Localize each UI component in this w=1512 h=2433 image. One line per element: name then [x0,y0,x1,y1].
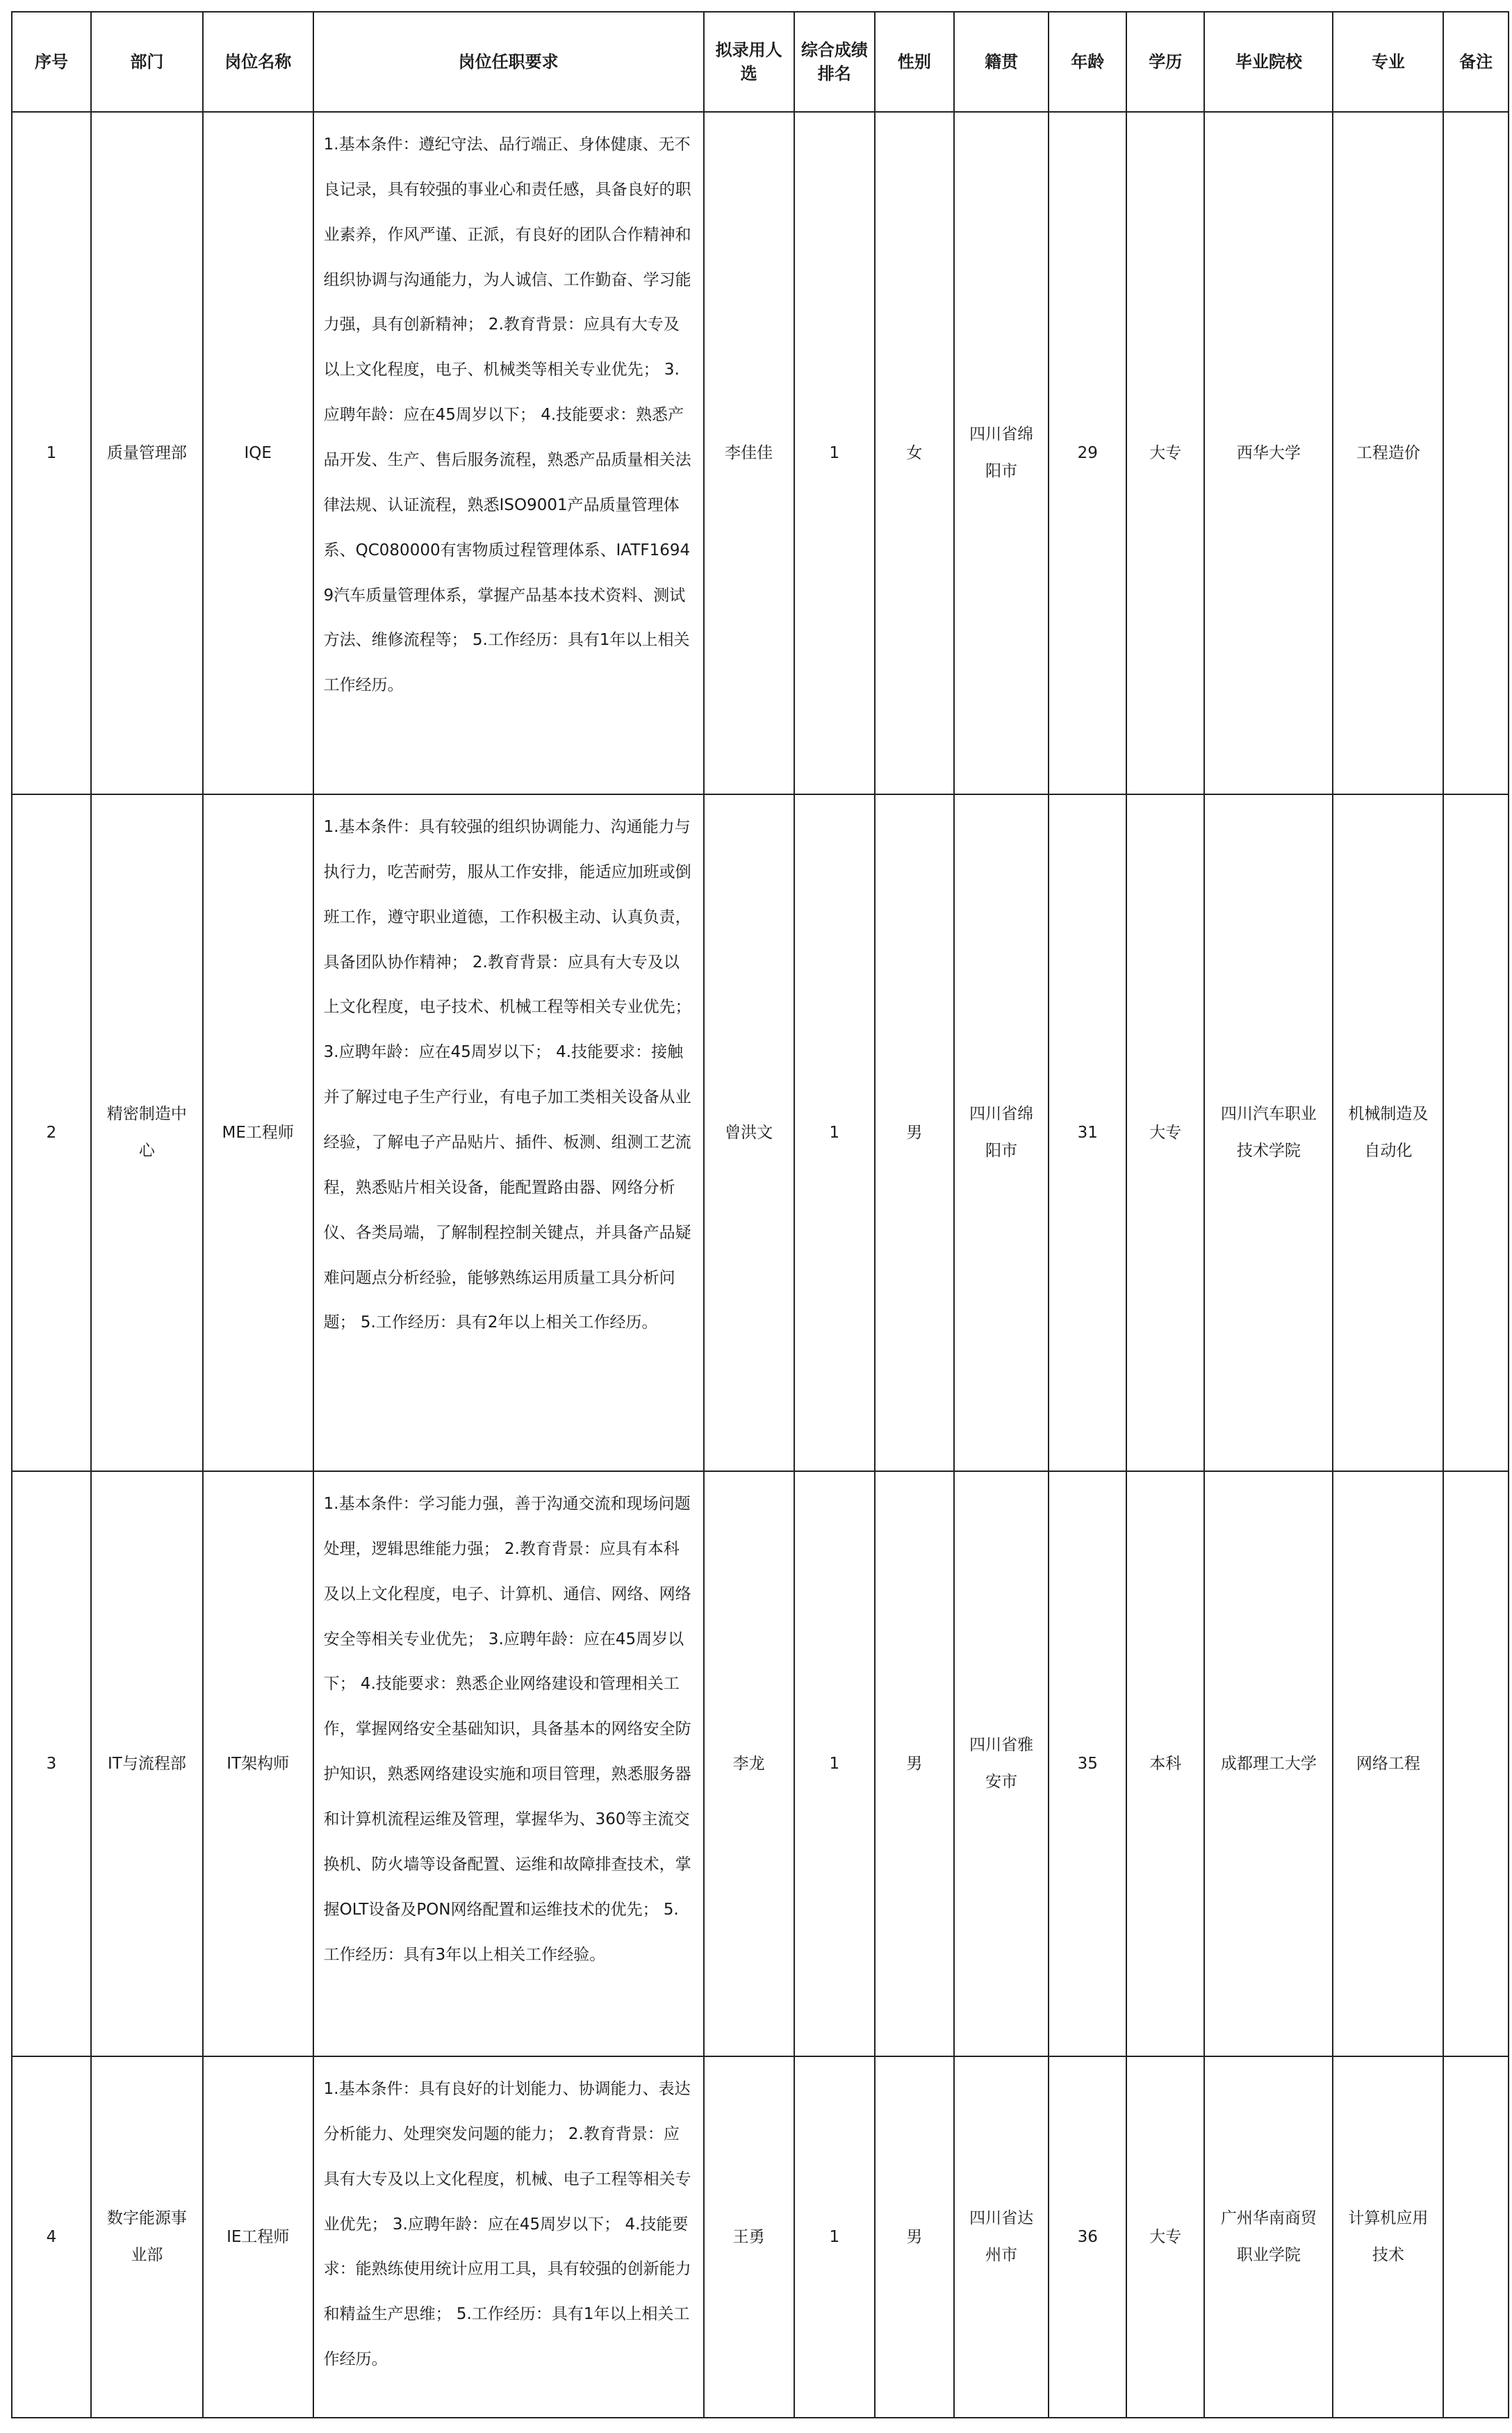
cell-dept: IT与流程部 [91,1471,203,2056]
header-age: 年龄 [1049,12,1126,112]
header-gender: 性别 [875,12,954,112]
cell-rank: 1 [794,2056,875,2418]
cell-no: 2 [12,794,91,1471]
header-remark: 备注 [1443,12,1509,112]
cell-no: 1 [12,112,91,794]
cell-candidate: 王勇 [704,2056,794,2418]
cell-rank: 1 [794,112,875,794]
cell-gender: 男 [875,1471,954,2056]
header-origin: 籍贯 [954,12,1049,112]
cell-education: 大专 [1126,794,1204,1471]
header-position: 岗位名称 [203,12,313,112]
header-candidate: 拟录用人选 [704,12,794,112]
cell-no: 3 [12,1471,91,2056]
cell-education: 大专 [1126,2056,1204,2418]
cell-school: 成都理工大学 [1204,1471,1333,2056]
cell-rank: 1 [794,794,875,1471]
header-school: 毕业院校 [1204,12,1333,112]
header-rank: 综合成绩排名 [794,12,875,112]
cell-position: IQE [203,112,313,794]
cell-position: IT架构师 [203,1471,313,2056]
cell-requirements: 1.基本条件：具有较强的组织协调能力、沟通能力与执行力，吃苦耐劳，服从工作安排，能适应加班或倒班工作，遵守职业道德，工作积极主动、认真负责，具备团队协作精神； 2.教育背景：应具有大专及以上文化程度，电子技术、机械工程等相关专业优先； 3.应聘年龄：应在45周岁以下； 4.技能要求：接触并了解过电子生产行业，有电子加工类相关设备从业经验，了解电子产品贴片、插件、板测、组测工艺流程，熟悉贴片相关设备，能配置路由器、网络分析仪、各类局端，了解制程控制关键点，并具备产品疑难问题点分析经验，能够熟练运用质量工具分析问题； 5.工作经历：具有2年以上相关工作经历。 [313,794,704,1471]
cell-age: 36 [1049,2056,1126,2418]
cell-major: 工程造价 [1333,112,1443,794]
header-major: 专业 [1333,12,1443,112]
header-row [12,12,1509,112]
cell-age: 29 [1049,112,1126,794]
cell-school: 四川汽车职业技术学院 [1204,794,1333,1471]
cell-requirements: 1.基本条件：具有良好的计划能力、协调能力、表达分析能力、处理突发问题的能力； 2.教育背景：应具有大专及以上文化程度，机械、电子工程等相关专业优先； 3.应聘年龄：应在45周岁以下； 4.技能要求：能熟练使用统计应用工具，具有较强的创新能力和精益生产思维； 5.工作经历：具有1年以上相关工作经历。 [313,2056,704,2418]
cell-no: 4 [12,2056,91,2418]
table-row [12,112,1509,794]
table-row [12,794,1509,1471]
cell-school: 西华大学 [1204,112,1333,794]
cell-remark [1443,794,1509,1471]
table-row [12,1471,1509,2056]
cell-dept: 精密制造中心 [91,794,203,1471]
cell-candidate: 李龙 [704,1471,794,2056]
header-no: 序号 [12,12,91,112]
table-row [12,2056,1509,2418]
cell-origin: 四川省绵阳市 [954,794,1049,1471]
cell-education: 大专 [1126,112,1204,794]
cell-remark [1443,112,1509,794]
cell-school: 广州华南商贸职业学院 [1204,2056,1333,2418]
cell-gender: 女 [875,112,954,794]
header-dept: 部门 [91,12,203,112]
cell-position: ME工程师 [203,794,313,1471]
cell-major: 网络工程 [1333,1471,1443,2056]
cell-major: 计算机应用技术 [1333,2056,1443,2418]
cell-gender: 男 [875,2056,954,2418]
cell-dept: 质量管理部 [91,112,203,794]
cell-candidate: 曾洪文 [704,794,794,1471]
cell-requirements: 1.基本条件：遵纪守法、品行端正、身体健康、无不良记录，具有较强的事业心和责任感，具备良好的职业素养，作风严谨、正派，有良好的团队合作精神和组织协调与沟通能力，为人诚信、工作勤奋、学习能力强，具有创新精神； 2.教育背景：应具有大专及以上文化程度，电子、机械类等相关专业优先； 3.应聘年龄：应在45周岁以下； 4.技能要求：熟悉产品开发、生产、售后服务流程，熟悉产品质量相关法律法规、认证流程，熟悉ISO9001产品质量管理体系、QC080000有害物质过程管理体系、IATF16949汽车质量管理体系，掌握产品基本技术资料、测试方法、维修流程等； 5.工作经历：具有1年以上相关工作经历。 [313,112,704,794]
header-education: 学历 [1126,12,1204,112]
candidate-table [11,11,1509,2418]
cell-age: 31 [1049,794,1126,1471]
cell-gender: 男 [875,794,954,1471]
cell-origin: 四川省达州市 [954,2056,1049,2418]
cell-position: IE工程师 [203,2056,313,2418]
cell-origin: 四川省绵阳市 [954,112,1049,794]
cell-remark [1443,1471,1509,2056]
cell-rank: 1 [794,1471,875,2056]
cell-requirements: 1.基本条件：学习能力强，善于沟通交流和现场问题处理，逻辑思维能力强； 2.教育背景：应具有本科及以上文化程度，电子、计算机、通信、网络、网络安全等相关专业优先； 3.应聘年龄：应在45周岁以下； 4.技能要求：熟悉企业网络建设和管理相关工作，掌握网络安全基础知识，具备基本的网络安全防护知识，熟悉网络建设实施和项目管理，熟悉服务器和计算机流程运维及管理，掌握华为、360等主流交换机、防火墙等设备配置、运维和故障排查技术，掌握OLT设备及PON网络配置和运维技术的优先； 5.工作经历：具有3年以上相关工作经验。 [313,1471,704,2056]
cell-candidate: 李佳佳 [704,112,794,794]
cell-age: 35 [1049,1471,1126,2056]
cell-origin: 四川省雅安市 [954,1471,1049,2056]
cell-dept: 数字能源事业部 [91,2056,203,2418]
cell-remark [1443,2056,1509,2418]
cell-education: 本科 [1126,1471,1204,2056]
cell-major: 机械制造及自动化 [1333,794,1443,1471]
header-requirements: 岗位任职要求 [313,12,704,112]
